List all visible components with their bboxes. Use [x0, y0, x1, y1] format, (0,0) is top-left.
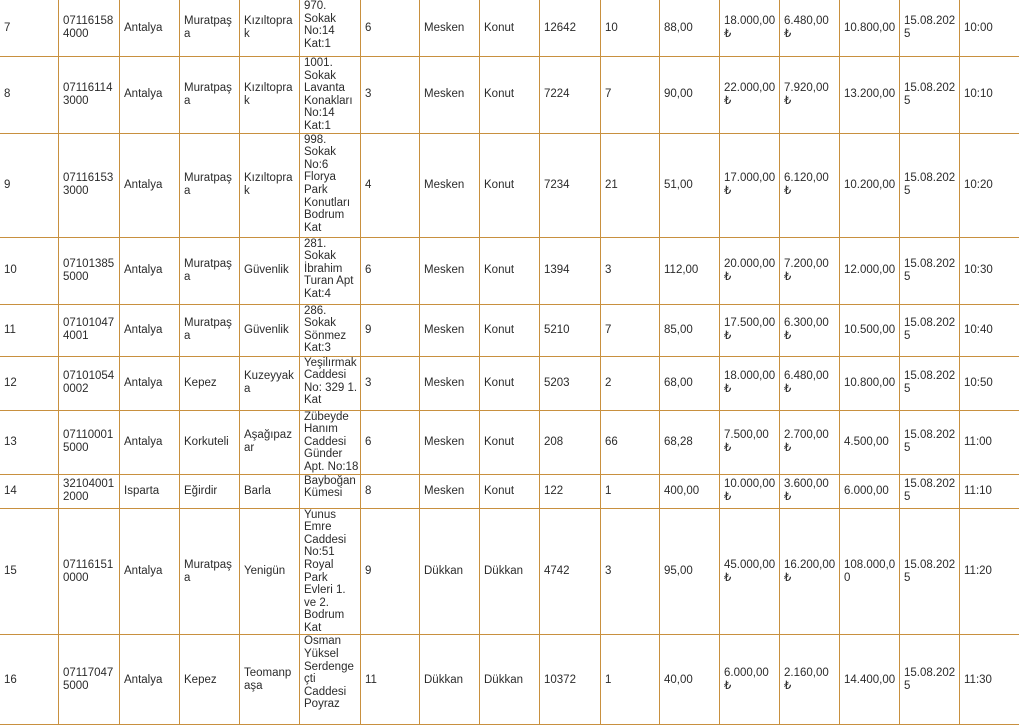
district-cell: Eğirdir — [180, 474, 240, 508]
bid-amount-cell: 10.200,00 — [840, 133, 900, 237]
neighborhood-cell: Kızıltoprak — [240, 0, 300, 57]
auction-time-cell: 10:10 — [960, 57, 1019, 134]
deposit-cell: 2.700,00 ₺ — [780, 410, 840, 474]
neighborhood-cell: Kızıltoprak — [240, 57, 300, 134]
address-cell: 1001. Sokak Lavanta Konakları No:14 Kat:1 — [300, 57, 361, 134]
auction-time-cell: 11:30 — [960, 635, 1019, 725]
neighborhood-cell: Aşağıpazar — [240, 410, 300, 474]
share-cell: 9 — [361, 304, 420, 356]
estimated-price-cell: 45.000,00 ₺ — [720, 508, 780, 635]
district-cell: Muratpaşa — [180, 133, 240, 237]
type-cell: Dükkan — [420, 635, 480, 725]
auction-date-cell: 15.08.2025 — [900, 635, 960, 725]
table-row — [0, 508, 1019, 635]
district-cell: Muratpaşa — [180, 508, 240, 635]
neighborhood-cell: Kızıltoprak — [240, 133, 300, 237]
parcel-cell: 1 — [601, 635, 660, 725]
area-cell: 68,28 — [660, 410, 720, 474]
bid-amount-cell: 6.000,00 — [840, 474, 900, 508]
quality-cell: Konut — [480, 410, 540, 474]
auction-time-cell: 10:30 — [960, 237, 1019, 304]
record-code-cell: 07116158 4000 — [59, 0, 120, 57]
district-cell: Muratpaşa — [180, 57, 240, 134]
address-cell: Zübeyde Hanım Caddesi Günder Apt. No:18 — [300, 410, 361, 474]
row-number-cell: 8 — [0, 57, 59, 134]
area-cell: 90,00 — [660, 57, 720, 134]
row-number-cell: 9 — [0, 133, 59, 237]
auction-date-cell: 15.08.2025 — [900, 410, 960, 474]
parcel-cell: 66 — [601, 410, 660, 474]
quality-cell: Konut — [480, 474, 540, 508]
province-cell: Antalya — [120, 356, 180, 410]
deposit-cell: 6.120,00 ₺ — [780, 133, 840, 237]
type-cell: Mesken — [420, 57, 480, 134]
quality-cell: Konut — [480, 237, 540, 304]
auction-time-cell: 11:20 — [960, 508, 1019, 635]
share-cell: 3 — [361, 356, 420, 410]
bid-amount-cell: 13.200,00 — [840, 57, 900, 134]
province-cell: Antalya — [120, 237, 180, 304]
row-number-cell: 11 — [0, 304, 59, 356]
estimated-price-cell: 10.000,00 ₺ — [720, 474, 780, 508]
block-cell: 5203 — [540, 356, 601, 410]
parcel-cell: 3 — [601, 237, 660, 304]
estimated-price-cell: 20.000,00 ₺ — [720, 237, 780, 304]
table-row — [0, 133, 1019, 237]
bid-amount-cell: 108.000,00 — [840, 508, 900, 635]
neighborhood-cell: Güvenlik — [240, 237, 300, 304]
auction-date-cell: 15.08.2025 — [900, 508, 960, 635]
row-number-cell: 15 — [0, 508, 59, 635]
deposit-cell: 7.200,00 ₺ — [780, 237, 840, 304]
parcel-cell: 10 — [601, 0, 660, 57]
row-number-cell: 10 — [0, 237, 59, 304]
estimated-price-cell: 18.000,00 ₺ — [720, 356, 780, 410]
bid-amount-cell: 14.400,00 — [840, 635, 900, 725]
estimated-price-cell: 18.000,00 ₺ — [720, 0, 780, 57]
record-code-cell: 32104001 2000 — [59, 474, 120, 508]
auction-date-cell: 15.08.2025 — [900, 57, 960, 134]
deposit-cell: 6.480,00 ₺ — [780, 356, 840, 410]
parcel-cell: 2 — [601, 356, 660, 410]
share-cell: 9 — [361, 508, 420, 635]
estimated-price-cell: 17.000,00 ₺ — [720, 133, 780, 237]
table-row — [0, 635, 1019, 725]
auction-time-cell: 10:50 — [960, 356, 1019, 410]
quality-cell: Konut — [480, 0, 540, 57]
area-cell: 112,00 — [660, 237, 720, 304]
address-cell: 281. Sokak İbrahim Turan Apt Kat:4 — [300, 237, 361, 304]
block-cell: 5210 — [540, 304, 601, 356]
share-cell: 6 — [361, 237, 420, 304]
deposit-cell: 3.600,00 ₺ — [780, 474, 840, 508]
share-cell: 3 — [361, 57, 420, 134]
record-code-cell: 07101054 0002 — [59, 356, 120, 410]
block-cell: 10372 — [540, 635, 601, 725]
province-cell: Antalya — [120, 133, 180, 237]
estimated-price-cell: 7.500,00 ₺ — [720, 410, 780, 474]
area-cell: 88,00 — [660, 0, 720, 57]
neighborhood-cell: Kuzeyyaka — [240, 356, 300, 410]
share-cell: 8 — [361, 474, 420, 508]
table-row — [0, 356, 1019, 410]
quality-cell: Konut — [480, 356, 540, 410]
auction-time-cell: 10:00 — [960, 0, 1019, 57]
block-cell: 208 — [540, 410, 601, 474]
bid-amount-cell: 10.500,00 — [840, 304, 900, 356]
block-cell: 12642 — [540, 0, 601, 57]
estimated-price-cell: 22.000,00 ₺ — [720, 57, 780, 134]
quality-cell: Konut — [480, 133, 540, 237]
quality-cell: Konut — [480, 304, 540, 356]
province-cell: Antalya — [120, 635, 180, 725]
table-row — [0, 410, 1019, 474]
neighborhood-cell: Teomanpaşa — [240, 635, 300, 725]
address-cell: Osman Yüksel Serdengeçti Caddesi Poyraz — [300, 635, 361, 725]
type-cell: Mesken — [420, 410, 480, 474]
district-cell: Muratpaşa — [180, 304, 240, 356]
province-cell: Isparta — [120, 474, 180, 508]
type-cell: Mesken — [420, 237, 480, 304]
parcel-cell: 3 — [601, 508, 660, 635]
type-cell: Dükkan — [420, 508, 480, 635]
quality-cell: Konut — [480, 57, 540, 134]
area-cell: 40,00 — [660, 635, 720, 725]
auction-date-cell: 15.08.2025 — [900, 133, 960, 237]
share-cell: 4 — [361, 133, 420, 237]
address-cell: 286. Sokak Sönmez Kat:3 — [300, 304, 361, 356]
row-number-cell: 16 — [0, 635, 59, 725]
province-cell: Antalya — [120, 57, 180, 134]
deposit-cell: 6.300,00 ₺ — [780, 304, 840, 356]
table-row — [0, 304, 1019, 356]
province-cell: Antalya — [120, 508, 180, 635]
type-cell: Mesken — [420, 133, 480, 237]
bid-amount-cell: 10.800,00 — [840, 0, 900, 57]
deposit-cell: 2.160,00 ₺ — [780, 635, 840, 725]
deposit-cell: 7.920,00 ₺ — [780, 57, 840, 134]
row-number-cell: 13 — [0, 410, 59, 474]
record-code-cell: 07101047 4001 — [59, 304, 120, 356]
type-cell: Mesken — [420, 474, 480, 508]
auction-time-cell: 11:00 — [960, 410, 1019, 474]
record-code-cell: 07110001 5000 — [59, 410, 120, 474]
record-code-cell: 07116151 0000 — [59, 508, 120, 635]
bid-amount-cell: 10.800,00 — [840, 356, 900, 410]
block-cell: 7234 — [540, 133, 601, 237]
share-cell: 6 — [361, 0, 420, 57]
auction-date-cell: 15.08.2025 — [900, 356, 960, 410]
type-cell: Mesken — [420, 304, 480, 356]
auction-date-cell: 15.08.2025 — [900, 0, 960, 57]
district-cell: Korkuteli — [180, 410, 240, 474]
parcel-cell: 7 — [601, 304, 660, 356]
province-cell: Antalya — [120, 304, 180, 356]
bid-amount-cell: 4.500,00 — [840, 410, 900, 474]
district-cell: Muratpaşa — [180, 237, 240, 304]
auction-time-cell: 11:10 — [960, 474, 1019, 508]
neighborhood-cell: Barla — [240, 474, 300, 508]
area-cell: 51,00 — [660, 133, 720, 237]
parcel-cell: 7 — [601, 57, 660, 134]
bid-amount-cell: 12.000,00 — [840, 237, 900, 304]
area-cell: 95,00 — [660, 508, 720, 635]
neighborhood-cell: Güvenlik — [240, 304, 300, 356]
auction-date-cell: 15.08.2025 — [900, 474, 960, 508]
deposit-cell: 16.200,00 ₺ — [780, 508, 840, 635]
block-cell: 122 — [540, 474, 601, 508]
address-cell: Yeşilırmak Caddesi No: 329 1. Kat — [300, 356, 361, 410]
table-row — [0, 57, 1019, 134]
record-code-cell: 07116114 3000 — [59, 57, 120, 134]
type-cell: Mesken — [420, 0, 480, 57]
province-cell: Antalya — [120, 410, 180, 474]
neighborhood-cell: Yenigün — [240, 508, 300, 635]
table-row — [0, 0, 1019, 57]
district-cell: Kepez — [180, 356, 240, 410]
address-cell: Bayboğan Kümesi — [300, 474, 361, 508]
estimated-price-cell: 6.000,00 ₺ — [720, 635, 780, 725]
table-row — [0, 474, 1019, 508]
auction-date-cell: 15.08.2025 — [900, 237, 960, 304]
area-cell: 68,00 — [660, 356, 720, 410]
block-cell: 1394 — [540, 237, 601, 304]
quality-cell: Dükkan — [480, 635, 540, 725]
area-cell: 400,00 — [660, 474, 720, 508]
deposit-cell: 6.480,00 ₺ — [780, 0, 840, 57]
row-number-cell: 7 — [0, 0, 59, 57]
area-cell: 85,00 — [660, 304, 720, 356]
auction-time-cell: 10:20 — [960, 133, 1019, 237]
type-cell: Mesken — [420, 356, 480, 410]
quality-cell: Dükkan — [480, 508, 540, 635]
block-cell: 7224 — [540, 57, 601, 134]
record-code-cell: 07116153 3000 — [59, 133, 120, 237]
share-cell: 11 — [361, 635, 420, 725]
estimated-price-cell: 17.500,00 ₺ — [720, 304, 780, 356]
row-number-cell: 12 — [0, 356, 59, 410]
province-cell: Antalya — [120, 0, 180, 57]
block-cell: 4742 — [540, 508, 601, 635]
record-code-cell: 07117047 5000 — [59, 635, 120, 725]
address-cell: 998. Sokak No:6 Florya Park Konutları Bodrum Kat — [300, 133, 361, 237]
address-cell: Yunus Emre Caddesi No:51 Royal Park Evleri 1. ve 2. Bodrum Kat — [300, 508, 361, 635]
row-number-cell: 14 — [0, 474, 59, 508]
share-cell: 6 — [361, 410, 420, 474]
table-row — [0, 237, 1019, 304]
parcel-cell: 21 — [601, 133, 660, 237]
address-cell: 970. Sokak No:14 Kat:1 — [300, 0, 361, 57]
district-cell: Muratpaşa — [180, 0, 240, 57]
auction-time-cell: 10:40 — [960, 304, 1019, 356]
district-cell: Kepez — [180, 635, 240, 725]
parcel-cell: 1 — [601, 474, 660, 508]
record-code-cell: 07101385 5000 — [59, 237, 120, 304]
auction-date-cell: 15.08.2025 — [900, 304, 960, 356]
